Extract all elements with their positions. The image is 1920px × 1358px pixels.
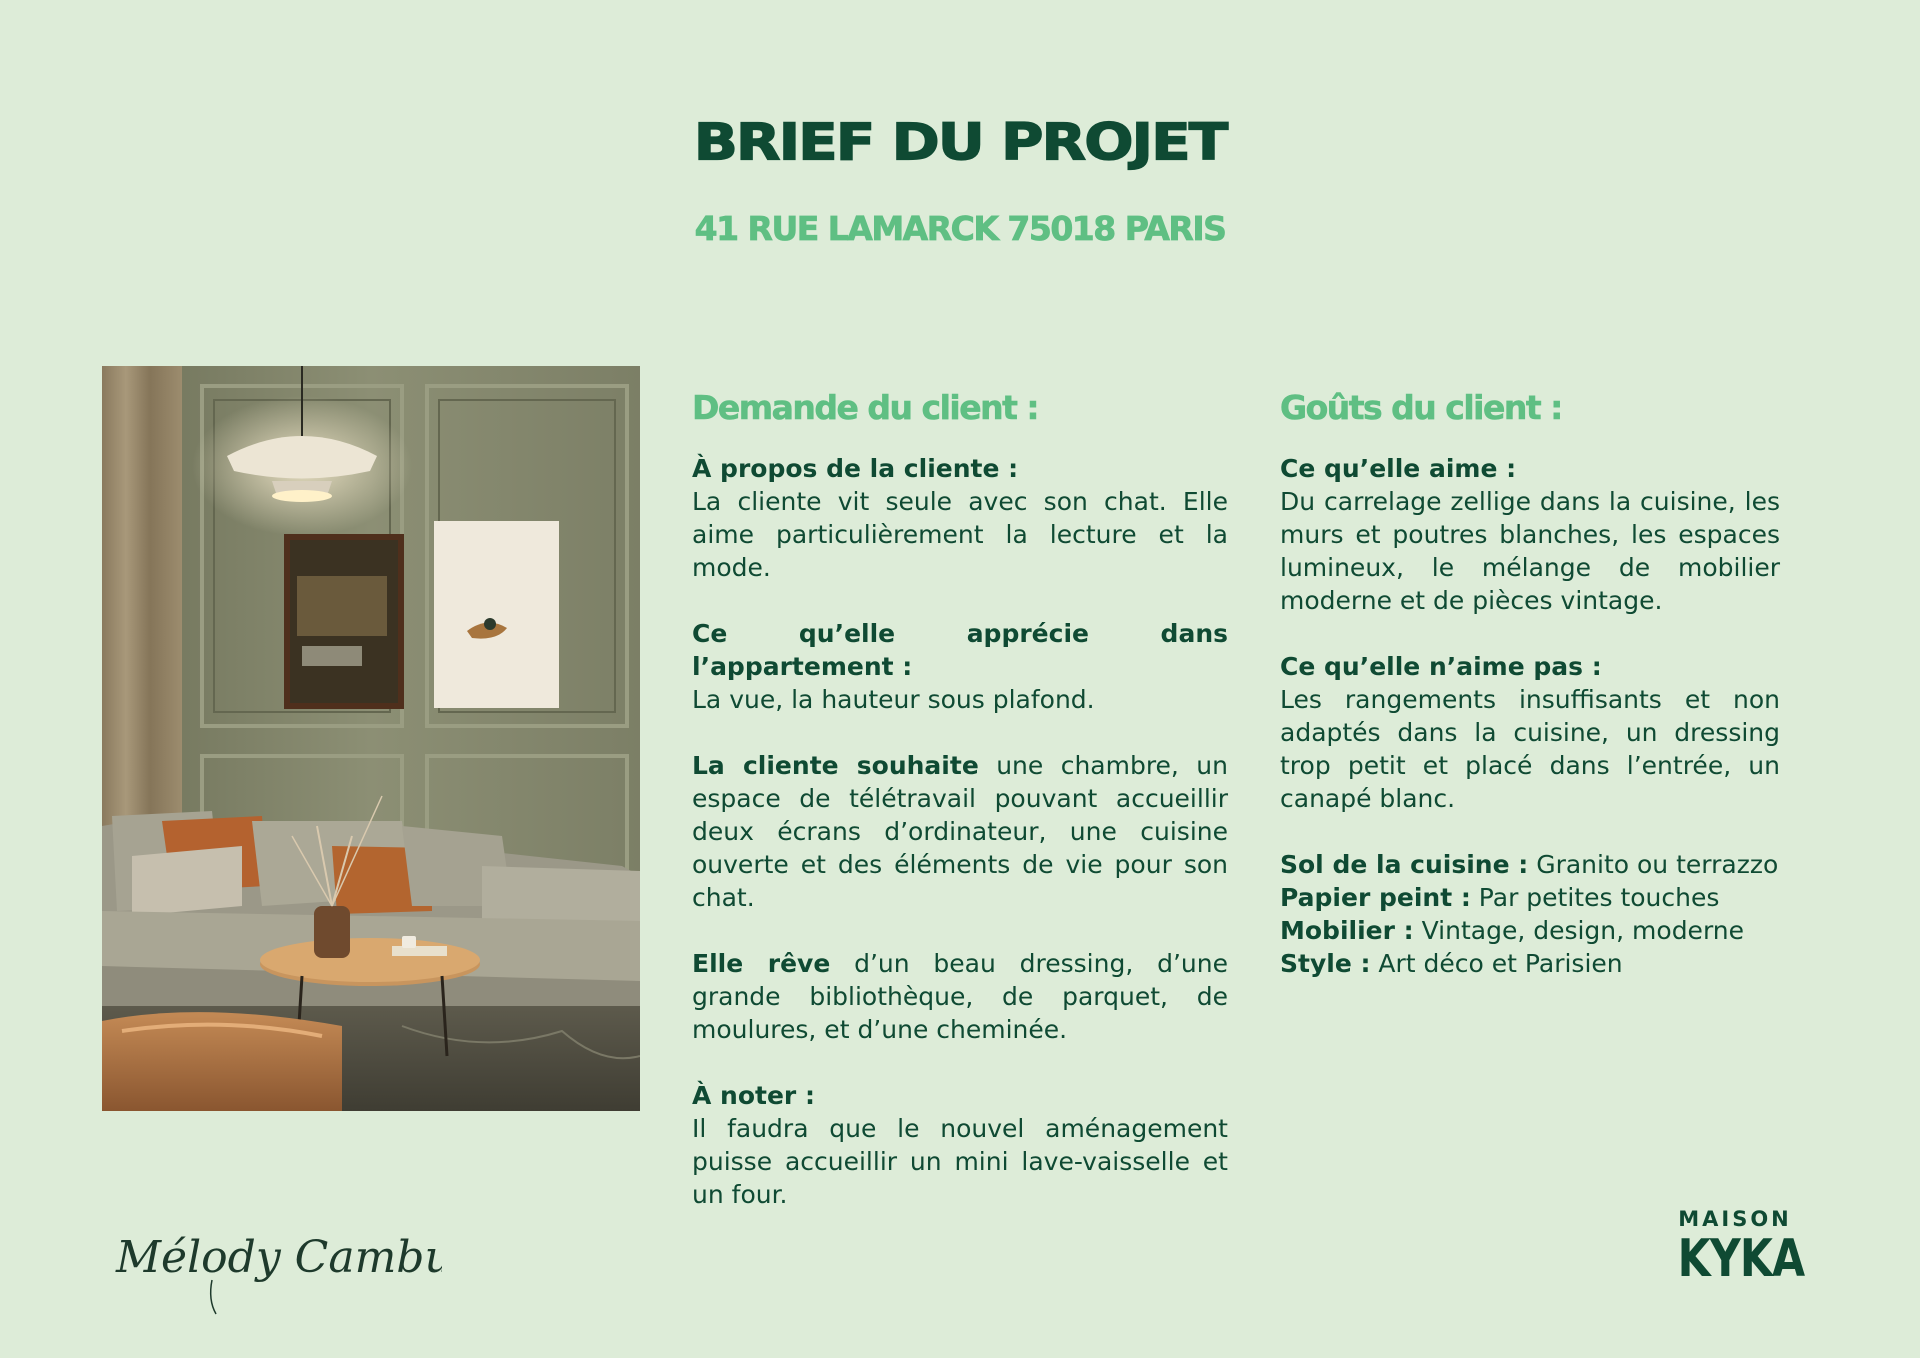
about-client-block [692, 452, 1228, 584]
note-block [692, 1079, 1228, 1211]
logo-main-text: KYKA [1677, 1229, 1805, 1289]
kitchen-floor-line [1280, 848, 1780, 881]
client-tastes-heading: Goûts du client : [1280, 388, 1562, 427]
likes-block [1280, 452, 1780, 617]
dislikes-block [1280, 650, 1780, 815]
style-label: Style : [1280, 949, 1371, 978]
style-line [1280, 947, 1780, 980]
likes-text: Du carrelage zellige dans la cuisine, les murs et poutres blanches, les espaces lumineux, le mélange de mobilier moderne et de pièces vintage. [1280, 487, 1780, 615]
logo-top-text: MAISON [1678, 1207, 1792, 1231]
likes-label: Ce qu’elle aime : [1280, 454, 1517, 483]
wishes-label: La cliente souhaite [692, 751, 979, 780]
maison-kyka-logo [1665, 1206, 1805, 1289]
wallpaper-line [1280, 881, 1780, 914]
kitchen-floor-value: Granito ou terrazzo [1528, 850, 1779, 879]
wallpaper-label: Papier peint : [1280, 883, 1471, 912]
about-client-text: La cliente vit seule avec son chat. Elle aime particulièrement la lecture et la mode. [692, 487, 1228, 582]
project-address: 41 RUE LAMARCK 75018 PARIS [694, 209, 1226, 248]
wishes-block [692, 749, 1228, 914]
page-title: BRIEF DU PROJET [693, 112, 1227, 172]
furniture-value: Vintage, design, moderne [1413, 916, 1745, 945]
client-request-heading: Demande du client : [692, 388, 1039, 427]
appreciates-block [692, 617, 1228, 716]
designer-signature [112, 1210, 442, 1320]
client-request-column [692, 388, 1228, 1244]
dreams-text: d’un beau dressing, d’une grande bibliothèque, de parquet, de moulures, et d’une cheminée. [692, 949, 1228, 1044]
wallpaper-value: Par petites touches [1470, 883, 1720, 912]
preferences-list [1280, 848, 1780, 980]
note-label: À noter : [692, 1081, 815, 1110]
furniture-line [1280, 914, 1780, 947]
kitchen-floor-label: Sol de la cuisine : [1280, 850, 1529, 879]
appreciates-label: Ce qu’elle apprécie dans l’appartement : [692, 619, 1228, 681]
dislikes-text: Les rangements insuffisants et non adaptés dans la cuisine, un dressing trop petit et placé dans l’entrée, un canapé blanc. [1280, 685, 1780, 813]
signature-text: Mélody Cambur [116, 1232, 442, 1283]
furniture-label: Mobilier : [1280, 916, 1414, 945]
note-text: Il faudra que le nouvel aménagement puisse accueillir un mini lave-vaisselle et un four. [692, 1114, 1228, 1209]
client-tastes-column [1280, 388, 1780, 1013]
style-value: Art déco et Parisien [1370, 949, 1623, 978]
living-room-photo [102, 366, 640, 1111]
dislikes-label: Ce qu’elle n’aime pas : [1280, 652, 1602, 681]
wishes-text: une chambre, un espace de télétravail pouvant accueillir deux écrans d’ordinateur, une cuisine ouverte et des éléments de vie pour son chat. [692, 751, 1228, 912]
dreams-label: Elle rêve [692, 949, 831, 978]
appreciates-text: La vue, la hauteur sous plafond. [692, 685, 1095, 714]
about-client-label: À propos de la cliente : [692, 454, 1019, 483]
dreams-block [692, 947, 1228, 1046]
